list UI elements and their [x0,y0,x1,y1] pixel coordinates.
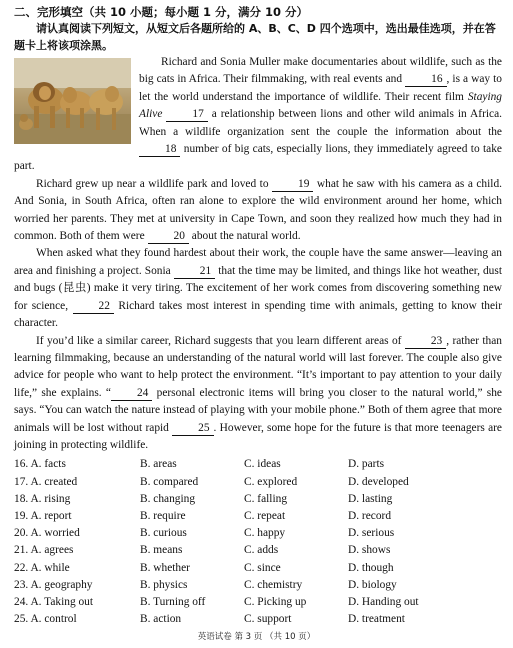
option-b[interactable]: B. compared [140,475,199,488]
option-b[interactable]: B. areas [140,458,177,471]
option-a[interactable]: 17. A. created [14,475,78,488]
option-d[interactable]: D. shows [348,544,391,557]
blank-16: 16 [405,73,446,87]
option-row [14,577,502,594]
option-b[interactable]: B. changing [140,492,196,505]
answer-options [14,456,502,628]
option-row [14,474,502,491]
option-d[interactable]: D. Handing out [348,595,419,608]
option-c[interactable]: C. ideas [244,458,281,471]
option-d[interactable]: D. serious [348,527,395,540]
option-d[interactable]: D. lasting [348,492,393,505]
option-row [14,456,502,473]
blank-19: 19 [272,178,313,192]
option-row [14,560,502,577]
option-row [14,611,502,628]
blank-18: 18 [139,143,180,157]
blank-23: 23 [405,335,446,349]
passage-paragraph-1: Richard and Sonia Muller make documentaries about wildlife, such as the big cats in Africa. Their filmmaking, with real events and 16 , is a way to let the world understand the importance of wildlife. Their recent film Staying Alive 17 a relationship between lions and other wild animals in Africa. When a wildlife organization sent the couple the information about the 18 number of big cats, especially lions, they immediately agreed to take part. [14,56,502,173]
passage-paragraph-4: If you’d like a similar career, Richard suggests that you learn different areas of 23 , rather than learning filmmaking, because an understanding of the natural world will last forever. The couple also give advice for people who want to help protect the environment. “It’s important to pay attention to your daily life,” she explains. “ 24 personal electronic items will bring you closer to the natural world,” she says. “You can watch the nature instead of playing with your mobile phone.” Both of them agree that more animals will be lost without rapid 25 . However, some hope for the future is that more teenagers are joining in protecting wildlife. [14,334,502,451]
option-a[interactable]: 19. A. report [14,509,72,522]
blank-24: 24 [111,387,152,401]
option-b[interactable]: B. whether [140,561,190,574]
option-c[interactable]: C. adds [244,544,279,557]
option-d[interactable]: D. though [348,561,394,574]
option-c[interactable]: C. explored [244,475,298,488]
passage-paragraph-3: When asked what they found hardest about their work, the couple have the same answer—leaving an area and finishing a project. Sonia 21 that the time may be limited, and things like hot weather, dust and bugs (昆虫) make it very tiring. The excitement of her work comes from discovering something new for science, 22 Richard takes most interest in spending time with animals, getting to know their character. [14,247,502,330]
option-a[interactable]: 22. A. while [14,561,70,574]
option-row [14,491,502,508]
blank-20: 20 [148,230,189,244]
blank-21: 21 [174,265,215,279]
option-a[interactable]: 25. A. control [14,613,77,626]
option-b[interactable]: B. curious [140,527,187,540]
option-a[interactable]: 16. A. facts [14,458,66,471]
option-b[interactable]: B. physics [140,578,188,591]
option-b[interactable]: B. Turning off [140,595,206,608]
option-c[interactable]: C. falling [244,492,288,505]
lions-photo [14,58,131,144]
option-a[interactable]: 24. A. Taking out [14,595,94,608]
blank-17: 17 [166,108,207,122]
passage-paragraph-2: Richard grew up near a wildlife park and loved to 19 what he saw with his camera as a child. And Sonia, in South Africa, often ran alone to explore the wild environment around her home, which worried her parents. They met at university in Cape Town, and soon they realized how much they had in common. Both of them were 20 about the natural world. [14,177,502,243]
option-b[interactable]: B. means [140,544,183,557]
option-row [14,508,502,525]
option-d[interactable]: D. biology [348,578,397,591]
lions-illustration [14,58,131,144]
option-c[interactable]: C. chemistry [244,578,303,591]
option-a[interactable]: 23. A. geography [14,578,93,591]
option-a[interactable]: 21. A. agrees [14,544,74,557]
blank-25: 25 [172,422,213,436]
exam-page [14,4,502,628]
option-c[interactable]: C. support [244,613,292,626]
option-row [14,542,502,559]
section-instruction: 请认真阅读下列短文，从短文后各题所给的 A、B、C、D 四个选项中，选出最佳选项，并在答题卡上将该项涂黑。 [14,22,496,52]
option-row [14,525,502,542]
option-a[interactable]: 18. A. rising [14,492,71,505]
option-c[interactable]: C. repeat [244,509,286,522]
option-d[interactable]: D. parts [348,458,385,471]
option-b[interactable]: B. action [140,613,182,626]
option-a[interactable]: 20. A. worried [14,527,80,540]
option-c[interactable]: C. Picking up [244,595,307,608]
film-title: Staying Alive [139,90,502,121]
option-c[interactable]: C. since [244,561,281,574]
option-b[interactable]: B. require [140,509,186,522]
page-footer: 英语试卷 第 3 页 （共 10 页） [197,632,316,642]
passage [14,54,502,454]
option-d[interactable]: D. developed [348,475,409,488]
blank-22: 22 [73,300,114,314]
option-d[interactable]: D. treatment [348,613,405,626]
section-title: 二、完形填空（共 10 小题；每小题 1 分，满分 10 分） [14,5,309,19]
option-c[interactable]: C. happy [244,527,286,540]
option-d[interactable]: D. record [348,509,392,522]
option-row [14,594,502,611]
